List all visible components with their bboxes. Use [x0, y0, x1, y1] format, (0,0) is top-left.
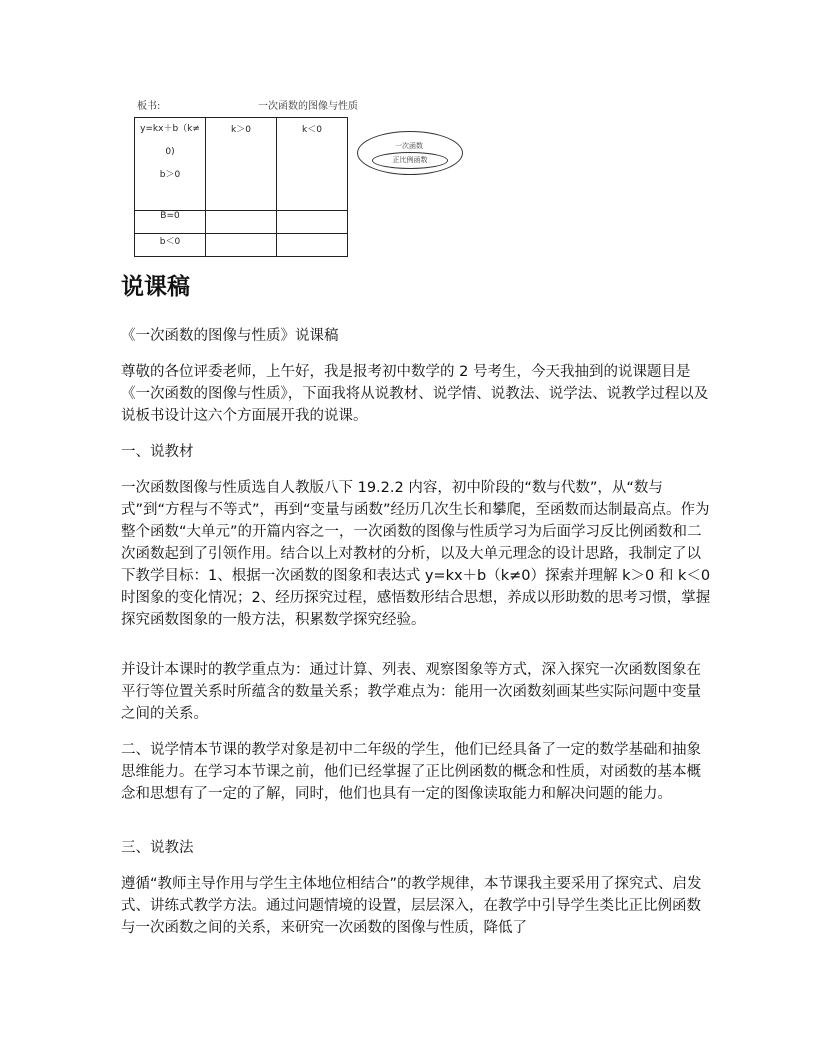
table-cell: [206, 118, 277, 211]
table-cell: [206, 211, 277, 234]
linear-function-label: 一次函数: [395, 142, 423, 150]
lecture-title: 《一次函数的图像与性质》说课稿: [121, 328, 339, 344]
student-analysis-paragraph: 二、说学情本节课的教学对象是初中二年级的学生，他们已经具备了一定的数学基础和抽象思维能力。在学习本节课之前，他们已经掌握了正比例函数的概念和性质，对函数的基本概念和思想有了一定的了解，同时，他们也具有一定的图像读取能力和解决问题的能力。: [121, 742, 701, 802]
page-title: 说课稿: [121, 274, 190, 300]
cell-line: y=kx＋b（k≠: [140, 124, 200, 134]
cell-line: b＞0: [159, 170, 181, 180]
table-row: [135, 211, 348, 234]
section-heading-teaching-method: 三、说教法: [121, 840, 194, 856]
intro-paragraph: 尊敬的各位评委老师，上午好，我是报考初中数学的 2 号考生，今天我抽到的说课题目是《一次函数的图像与性质》，下面我将从说教材、说学情、说教法、说学法、说教学过程以及说板书设计这六个方面展开我的说课。: [121, 364, 709, 424]
cell-text: k＞0: [231, 125, 251, 135]
table-cell: [277, 211, 348, 234]
cell-text: k＜0: [302, 125, 322, 135]
table-cell: [277, 118, 348, 211]
board-design-title: 一次函数的图像与性质: [258, 101, 358, 112]
table-cell: b＜0: [135, 234, 206, 257]
cell-line: 0): [165, 147, 175, 157]
proportional-function-ellipse: 正比例函数: [372, 152, 448, 169]
table-row: [135, 234, 348, 257]
table-cell: [135, 118, 206, 211]
table-cell: [277, 234, 348, 257]
table-row: [135, 118, 348, 211]
table-cell: B=0: [135, 211, 206, 234]
board-design-label: 板书:: [137, 101, 161, 112]
section-heading-textbook: 一、说教材: [121, 444, 194, 460]
table-cell: [206, 234, 277, 257]
teaching-method-paragraph: 遵循“教师主导作用与学生主体地位相结合”的教学规律，本节课我主要采用了探究式、启发式、讲练式教学方法。通过问题情境的设置，层层深入，在教学中引导学生类比正比例函数与一次函数之间的关系，来研究一次函数的图像与性质，降低了: [121, 876, 702, 936]
textbook-paragraph: 一次函数图像与性质选自人教版八下 19.2.2 内容，初中阶段的“数与代数”，从“数与式”到“方程与不等式”，再到“变量与函数”经历几次生长和攀爬，至函数而达制最高点。作为整个函数“大单元”的开篇内容之一，一次函数的图像与性质学习为后面学习反比例函数和二次函数起到了引领作用。结合以上对教材的分析，以及大单元理念的设计思路，我制定了以下教学目标：1、根据一次函数的图象和表达式 y=kx＋b（k≠0）探索并理解 k＞0 和 k＜0 时图象的变化情况；2、经历探究过程，感悟数形结合思想，养成以形助数的思考习惯，掌握探究函数图象的一般方法，积累数学探究经验。: [121, 480, 711, 628]
key-points-paragraph: 并设计本课时的教学重点为：通过计算、列表、观察图象等方式，深入探究一次函数图象在平行等位置关系时所蕴含的数量关系；教学难点为：能用一次函数刻画某些实际问题中变量之间的关系。: [121, 662, 701, 722]
board-table: [134, 117, 348, 257]
